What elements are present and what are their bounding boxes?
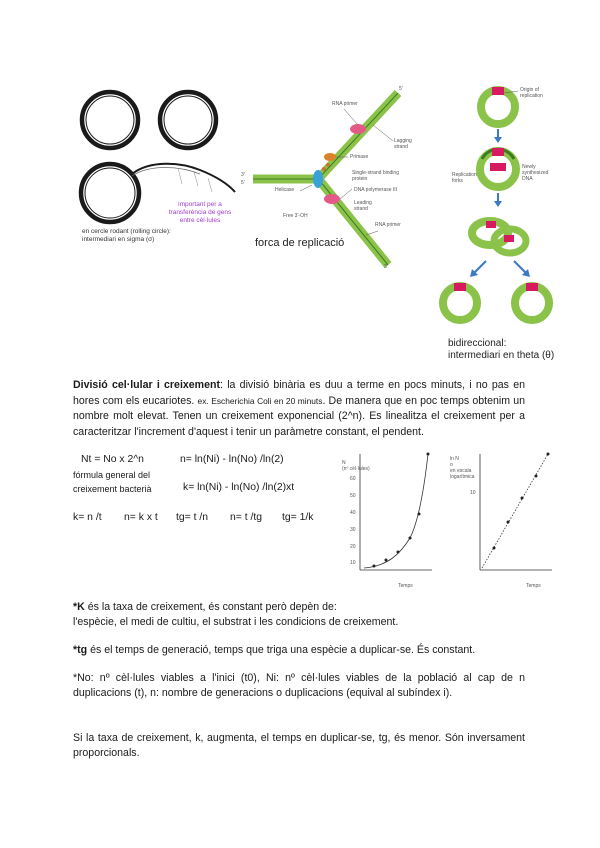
- graph1-ytick-20: 20: [350, 544, 356, 550]
- graph1-ytick-50: 50: [350, 493, 356, 499]
- fork-label-3-left: 3': [241, 172, 245, 178]
- fork-label-primase: Primase: [350, 154, 369, 160]
- fork-label-5-top: 5': [399, 86, 403, 92]
- helicase-protein: [313, 170, 323, 188]
- formula-k: k= ln(Ni) - ln(No) /ln(2)xt: [183, 482, 295, 493]
- note-k: *K és la taxa de creixement, és constant però depèn de: l'espècie, el medi de cultiu, el substrat i les condicions de creixement.: [73, 601, 399, 628]
- note-tg-label: *tg: [73, 644, 88, 656]
- fork-label-rna-primer-top: RNA primer: [332, 101, 358, 107]
- fork-label-pol3: DNA polymerase III: [354, 187, 398, 193]
- relation-n2: n= t /tg: [230, 512, 263, 523]
- theta-label-newdna: Newly synthesized DNA: [522, 164, 549, 182]
- rolling-circle-caption: en cercle rodant (rolling circle): intermediari en sigma (σ): [82, 228, 171, 243]
- note-final: Si la taxa de creixement, k, augmenta, el temps en duplicar-se, tg, és menor. Són inversament proporcionals.: [73, 732, 525, 759]
- fork-label-3-bottom: 3': [384, 264, 388, 270]
- plasmid-circle-2: [160, 92, 216, 148]
- polymerase-lower: [324, 194, 340, 204]
- theta-caption: bidireccional: intermediari en theta (θ): [448, 338, 555, 361]
- example-text: ex. Escherichia Coli en 20 minuts: [197, 395, 323, 406]
- theta-replication-figure: [432, 85, 562, 335]
- linear-fit-line: [482, 454, 548, 568]
- rolling-circle-purple-caption: important per a transferència de gens entre cèl·lules: [168, 201, 232, 224]
- note-tg: *tg és el temps de generació, temps que triga una espècie a duplicar-se. És constant.: [73, 644, 476, 656]
- graph1-ytick-30: 30: [350, 527, 356, 533]
- fork-label-leading: Leading strand: [354, 200, 372, 212]
- exponential-curve: [364, 454, 428, 568]
- formula-general-label-2: creixement bacterià: [73, 484, 152, 494]
- fork-label-free-oh: Free 3'-OH: [283, 213, 308, 219]
- fork-label-lagging: Lagging strand: [394, 138, 412, 150]
- primase-protein: [324, 153, 336, 161]
- fork-label-helicase: Helicase: [275, 187, 295, 193]
- graph2-xlabel: Temps: [526, 583, 541, 589]
- graph1-ylabel: N (nº cèl·lules): [342, 460, 370, 472]
- paragraph-title: Divisió cel·lular i creixement: [73, 379, 220, 391]
- graph2-ytick-10: 10: [470, 490, 476, 496]
- fork-caption: forca de replicació: [255, 237, 345, 249]
- relation-k: k= n /t: [73, 512, 102, 523]
- theta-label-origin: Origin of replication: [520, 87, 543, 99]
- graph1-ytick-60: 60: [350, 476, 356, 482]
- plasmid-circle-1: [82, 92, 138, 148]
- plasmid-circle-rolling: [81, 164, 139, 222]
- theta-label-fork: Replication forks: [452, 172, 477, 184]
- graph1-ytick-10: 10: [350, 560, 356, 566]
- relation-tg2: tg= 1/k: [282, 512, 314, 523]
- fork-label-ssb: Single-strand binding protein: [352, 170, 399, 182]
- formula-nt: Nt = No x 2^n: [81, 454, 144, 465]
- formula-n: n= ln(Ni) - ln(No) /ln(2): [180, 454, 284, 465]
- sigma-tail: [132, 164, 235, 192]
- fork-label-5-left: 5': [241, 180, 245, 186]
- graph2-ylabel: ln N o en escala logarítmica: [450, 456, 475, 480]
- relation-n: n= k x t: [124, 512, 158, 523]
- relation-tg: tg= t /n: [176, 512, 209, 523]
- fork-label-rna-primer-bottom: RNA primer: [375, 222, 401, 228]
- note-k-label: *K: [73, 601, 85, 613]
- growth-paragraph: Divisió cel·lular i creixement: la divisió binària es duu a terme en pocs minuts, i no pas en hores com els eucariotes. ex. Escherichia Coli en 20 minuts. De manera que en poc temps obtenim un nombre molt elevat. Tenen un creixement exponencial (2^n). Es linealitza el creixement per a caracteritzar l'increment d'aquest i tenir un paràmetre constant, el pendent.: [73, 379, 526, 438]
- polymerase-upper: [350, 124, 366, 134]
- formula-general-label-1: fórmula general del: [73, 470, 151, 480]
- graph1-xlabel: Temps: [398, 583, 413, 589]
- note-no: *No: nº cèl·lules viables a l'inici (t0), Ni: nº cèl·lules viables de la població al cap de n duplicacions (t), n: nombre de generacions o duplicacions (equival al subíndex i).: [73, 672, 525, 699]
- graph1-ytick-40: 40: [350, 510, 356, 516]
